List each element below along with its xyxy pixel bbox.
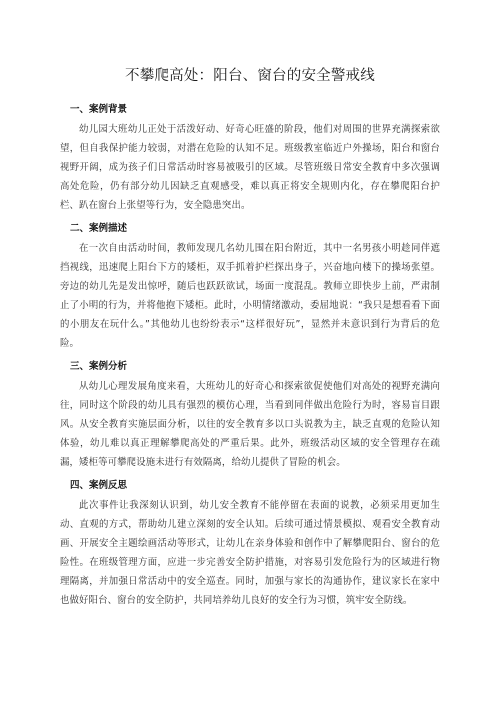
section-analysis [60,359,440,472]
section-background [60,102,440,215]
section-description [60,221,440,353]
section-heading: 二、案例描述 [70,223,128,234]
section-paragraph: 在一次自由活动时间，教师发现几名幼儿围在阳台附近，其中一名男孩小明趁同伴遮挡视线，迅速爬上阳台下方的矮柜，双手抓着护栏探出身子，兴奋地向楼下的操场张望。旁边的幼儿先是发出惊呼，随后也跃跃欲试，场面一度混乱。教师立即快步上前，严肃制止了小明的行为，并将他抱下矮柜。此时，小明情绪激动，委屈地说：“我只是想看看下面的小朋友在玩什么。”其他幼儿也纷纷表示“这样很好玩”，显然并未意识到行为背后的危险。 [60,243,440,349]
section-heading: 四、案例反思 [70,480,128,491]
section-paragraph: 幼儿园大班幼儿正处于活泼好动、好奇心旺盛的阶段，他们对周围的世界充满探索欲望，但自我保护能力较弱，对潜在危险的认知不足。班级教室临近户外操场，阳台和窗台视野开阔，成为孩子们日常活动时容易被吸引的区域。尽管班级日常安全教育中多次强调高处危险，仍有部分幼儿因缺乏直观感受，难以真正将安全规则内化，存在攀爬阳台护栏、趴在窗台上张望等行为，安全隐患突出。 [60,124,440,211]
section-paragraph: 从幼儿心理发展角度来看，大班幼儿的好奇心和探索欲促使他们对高处的视野充满向往，同时这个阶段的幼儿具有强烈的模仿心理，当看到同伴做出危险行为时，容易盲目跟风。从安全教育实施层面分析，以往的安全教育多以口头说教为主，缺乏直观的危险认知体验，幼儿难以真正理解攀爬高处的严重后果。此外，班级活动区域的安全管理存在疏漏，矮柜等可攀爬设施未进行有效隔离，给幼儿提供了冒险的机会。 [60,381,440,468]
section-heading: 一、案例背景 [70,104,128,115]
document-title: 不攀爬高处：阳台、窗台的安全警戒线 [125,68,375,84]
section-reflection [60,478,440,610]
section-paragraph: 此次事件让我深刻认识到，幼儿安全教育不能停留在表面的说教，必须采用更加生动、直观的方式，帮助幼儿建立深刻的安全认知。后续可通过情景模拟、观看安全教育动画、开展安全主题绘画活动等形式，让幼儿在亲身体验和创作中了解攀爬阳台、窗台的危险性。在班级管理方面，应进一步完善安全防护措施，对容易引发危险行为的区域进行物理隔离，并加强日常活动中的安全巡查。同时，加强与家长的沟通协作，建议家长在家中也做好阳台、窗台的安全防护，共同培养幼儿良好的安全行为习惯，筑牢安全防线。 [60,500,440,606]
section-heading: 三、案例分析 [70,361,128,372]
